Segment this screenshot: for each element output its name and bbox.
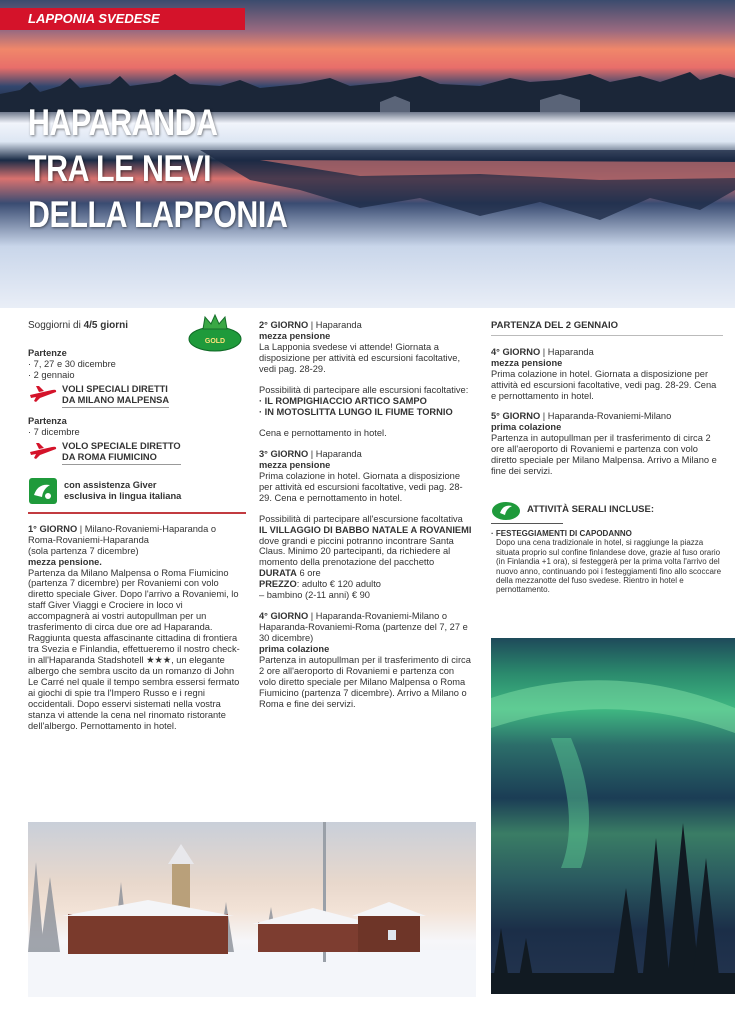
price-value: : adulto € 120 adulto <box>296 579 381 590</box>
divider <box>491 523 563 524</box>
day-heading <box>491 411 723 422</box>
day-number: 3° GIORNO <box>259 448 309 459</box>
flight-label <box>62 441 181 465</box>
day-description: Partenza in autopullman per il trasferimento di circa 2 ore all'aeroporto di Rovaniemi e partenza con volo diretto speciale per Milano Malpensa o Roma Fiumicino (partenza 7 dicembre). Arrivo a Milano o Roma e fine dei servizi. <box>259 655 471 710</box>
plane-icon <box>28 384 58 402</box>
day-heading <box>259 449 473 460</box>
board-type: prima colazione <box>259 644 330 655</box>
flight-label-line: DA ROMA FIUMICINO <box>62 451 157 462</box>
title-line: TRA LE NEVI <box>28 148 212 189</box>
board-type: mezza pensione <box>491 358 563 369</box>
day-end: Cena e pernottamento in hotel. <box>259 427 387 438</box>
excursion-duration <box>259 568 473 579</box>
divider <box>28 512 246 514</box>
day-route: | Haparanda-Rovaniemi-Milano o Haparanda-Rovaniemi-Roma (partenze del 7, 27 e 30 dicembre) <box>259 611 468 644</box>
day-note: (sola partenza 7 dicembre) <box>28 545 139 556</box>
flight-label-line: VOLI SPECIALI DIRETTI <box>62 383 168 394</box>
hero-image <box>0 0 735 308</box>
divider <box>491 335 723 336</box>
pin-icon <box>491 499 521 521</box>
stay-prefix: Soggiorni di <box>28 320 84 331</box>
excursion-price <box>259 579 473 590</box>
board-type: mezza pensione <box>259 330 331 341</box>
day-heading <box>259 611 473 644</box>
assistance-label <box>64 480 181 502</box>
board-type: mezza pensione <box>259 459 331 470</box>
excursion-extra-text: Possibilità di partecipare all'escursione facoltativa <box>259 513 463 524</box>
day-description: Prima colazione in hotel. Giornata a disposizione per attività ed escursioni facoltative, vedi pag. 28-29. Cena e pernottamento in hotel. <box>259 470 463 503</box>
departures-title: Partenza <box>28 415 67 426</box>
region-tag: LAPPONIA SVEDESE <box>0 8 245 30</box>
page-title <box>28 100 287 238</box>
day-description: Partenza da Milano Malpensa o Roma Fiumicino (partenza 7 dicembre) per Rovaniemi con volo diretto speciale Giver. Dopo l'arrivo a Rovaniemi, lo staff Giver Viaggi e Crociere in loco vi accompagnerà ai vostri autopullman per un trasferimento di circa due ore ad Haparanda. Raggiunta questa affascinante cittadina di frontiera tra Svezia e Finlandia, effettueremo il nostro check-in all'Haparanda Stadshotell ★★★, un elegante albergo che sembra uscito da un romanzo di John Le Carré nel quale il tempo sembra essersi fermato ai giochi di spie tra l'Impero Russo e i regni occidentali. Dopo esservi sistemati nella vostra stanza vi attende la cena nel rinomato ristorante dell'albergo. Pernottamento in hotel. <box>28 567 240 732</box>
flight-info <box>28 384 246 408</box>
excursion-price-child: – bambino (2-11 anni) € 90 <box>259 590 370 601</box>
day-description: Partenza in autopullman per il trasferimento di circa 2 ore all'aeroporto di Rovaniemi e partenza con volo diretto speciale per Milano Malpensa. Arrivo a Milano e fine dei servizi. <box>491 432 717 476</box>
duration-label: DURATA <box>259 568 297 579</box>
price-label: PREZZO <box>259 579 297 590</box>
day-number: 1° GIORNO <box>28 523 78 534</box>
stay-length <box>28 320 246 332</box>
day-number: 4° GIORNO <box>259 611 309 622</box>
day-number: 2° GIORNO <box>259 320 309 330</box>
departures-title: Partenze <box>28 347 67 358</box>
section-title: PARTENZA DEL 2 GENNAIO <box>491 320 619 331</box>
flight-label-line: DA MILANO MALPENSA <box>62 394 170 405</box>
stay-value: 4/5 giorni <box>83 320 129 331</box>
departure-date: · 2 gennaio <box>28 369 75 380</box>
departure-date: · 7, 27 e 30 dicembre <box>28 358 116 369</box>
village-scene <box>28 822 476 997</box>
flight-info <box>28 441 246 465</box>
excursion-intro: Possibilità di partecipare alle escursioni facoltative: <box>259 384 469 395</box>
aurora-photo <box>491 638 735 994</box>
departure-date: · 7 dicembre <box>28 426 80 437</box>
board-type: prima colazione <box>491 422 562 433</box>
plane-icon <box>28 441 58 459</box>
excursion-option: · IN MOTOSLITTA LUNGO IL FIUME TORNIO <box>259 406 453 417</box>
excursion-extra-text: dove grandi e piccini potranno incontrare Santa Claus. Minimo 20 partecipanti, da richiedere al momento della prenotazione del pacchetto <box>259 535 454 568</box>
day-description: La Lapponia svedese vi attende! Giornata a disposizione per attività ed escursioni facoltative, vedi pag. 28-29. <box>259 341 461 374</box>
column-right <box>491 320 723 595</box>
flight-label <box>62 384 169 408</box>
day-route: | Haparanda-Rovaniemi-Milano <box>540 411 672 422</box>
day-route: | Milano-Rovaniemi-Haparanda o Roma-Rovaniemi-Haparanda <box>28 523 217 545</box>
day-number: 5° GIORNO <box>491 411 541 422</box>
day-route: | Haparanda <box>308 448 362 459</box>
day-heading <box>491 347 723 358</box>
evening-item-body: Dopo una cena tradizionale in hotel, si raggiunge la piazza situata proprio sul confine finlandese dove, grazie al fuso orario (in Finlandia +1 ora), si festeggerà per la prima volta l'arrivo del nuovo anno, continuando poi i festeggiamenti fino allo scoccare della mezzanotte del fuso svedese. Rientro in hotel e pernottamento. <box>496 538 722 595</box>
badge-label: GOLD <box>204 338 226 345</box>
assistance-line: esclusiva in lingua italiana <box>64 490 182 501</box>
day-heading <box>259 320 473 331</box>
village-photo <box>28 822 476 997</box>
column-middle <box>259 320 473 710</box>
aurora-scene <box>491 638 735 994</box>
assistance-info <box>28 477 246 505</box>
title-line: HAPARANDA <box>28 102 218 143</box>
giver-assistance-icon <box>28 477 58 505</box>
day-route: | Haparanda <box>540 347 594 358</box>
evening-item-title: · FESTEGGIAMENTI DI CAPODANNO <box>491 528 632 538</box>
evening-title: ATTIVITÀ SERALI INCLUSE: <box>527 504 655 516</box>
day-description: Prima colazione in hotel. Giornata a disposizione per attività ed escursioni facoltative, vedi pag. 28-29. Cena e pernottamento in hotel. <box>491 369 717 402</box>
day-number: 4° GIORNO <box>491 347 541 358</box>
column-left <box>28 320 246 732</box>
excursion-name: IL VILLAGGIO DI BABBO NATALE A ROVANIEMI <box>259 524 472 535</box>
duration-value: 6 ore <box>296 568 321 579</box>
excursion-extra <box>259 514 473 569</box>
board-type: mezza pensione. <box>28 556 102 567</box>
day-route: | Haparanda <box>308 320 362 330</box>
day-heading <box>28 524 246 546</box>
evening-activities-header <box>491 499 723 521</box>
excursion-option: · IL ROMPIGHIACCIO ARTICO SAMPO <box>259 395 427 406</box>
flight-label-line: VOLO SPECIALE DIRETTO <box>62 440 181 451</box>
title-line: DELLA LAPPONIA <box>28 194 288 235</box>
assistance-line: con assistenza Giver <box>64 479 157 490</box>
